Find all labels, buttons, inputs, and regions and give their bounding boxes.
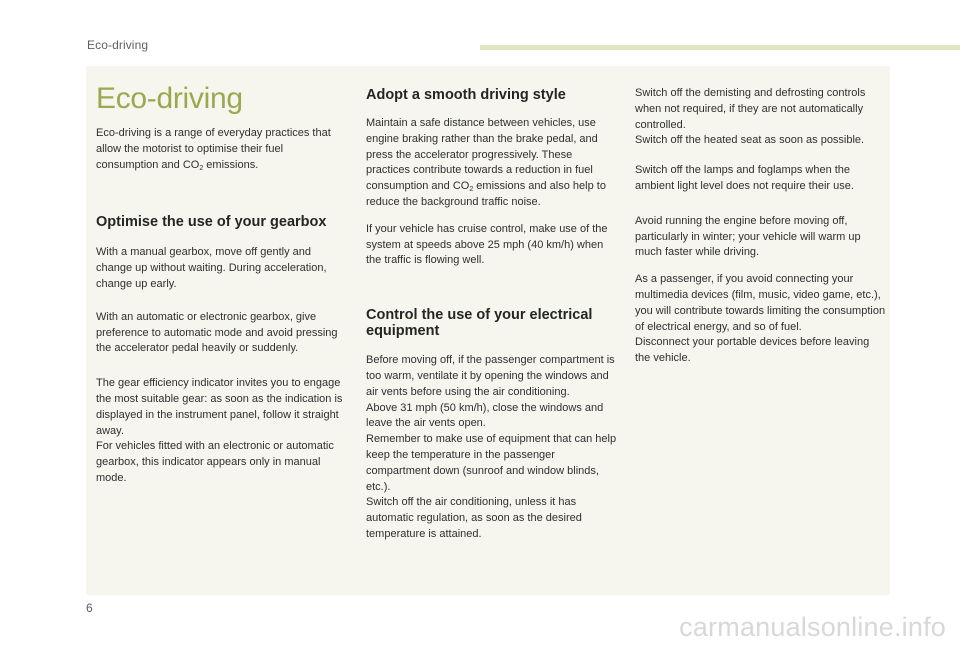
lamps-paragraph: Switch off the lamps and foglamps when the ambient light level does not require their use.	[635, 164, 854, 192]
electrical-line-windows: Above 31 mph (50 km/h), close the windows and leave the air vents open.	[366, 401, 604, 430]
heated-seat-paragraph: Switch off the heated seat as soon as possible.	[635, 134, 865, 147]
smooth-driving-paragraph: Maintain a safe distance between vehicles, use engine braking rather than the brake pedal, and press the accelerator progressively. These practices contribute towards a reduction in fuel consumption and $CO_2$ emissions and also help to reduce the background traffic noise.	[366, 117, 606, 208]
portable-devices-paragraph: Disconnect your portable devices before leaving the vehicle.	[635, 336, 870, 365]
electrical-line-air-conditioning: Switch off the air conditioning, unless it has automatic regulation, as soon as the desired temperature is attained.	[366, 496, 582, 540]
page-number: 6	[86, 601, 93, 615]
gearbox-paragraph-automatic: With an automatic or electronic gearbox, give preference to automatic mode and avoid pressing the accelerator pedal heavily or suddenly.	[96, 310, 338, 355]
intro-paragraph: Eco-driving is a range of everyday practices that allow the motorist to optimise their fuel consumption and $CO_2$ emissions.	[96, 127, 331, 172]
cruise-control-paragraph: If your vehicle has cruise control, make use of the system at speeds above 25 mph (40 km/h) when the traffic is flowing well.	[366, 222, 608, 267]
column-2	[366, 82, 618, 543]
gearbox-paragraph-indicator: The gear efficiency indicator invites you to engage the most suitable gear: as soon as the indication is displayed in the instrument panel, follow it straight away.	[96, 377, 343, 437]
demisting-paragraph: Switch off the demisting and defrosting controls when not required, if they are not automatically controlled.	[635, 87, 866, 131]
multimedia-paragraph: As a passenger, if you avoid connecting your multimedia devices (film, music, video game, etc.), you will contribute towards limiting the consumption of electrical energy, and so of fuel.	[635, 273, 886, 333]
electrical-line-equipment: Remember to make use of equipment that can help keep the temperature in the passenger compartment down (sunroof and window blinds, etc.).	[366, 433, 617, 493]
watermark: carmanualsonline.info	[679, 612, 946, 642]
gearbox-paragraph-manual-mode: For vehicles fitted with an electronic or automatic gearbox, this indicator appears only in manual mode.	[96, 440, 334, 484]
header-rule	[480, 45, 960, 50]
gearbox-heading: Optimise the use of your gearbox	[96, 214, 327, 231]
column-3	[635, 82, 887, 367]
page-title: Eco-driving	[96, 82, 243, 115]
column-1	[96, 82, 348, 487]
gearbox-paragraph-manual: With a manual gearbox, move off gently and change up without waiting. During acceleration, change up early.	[96, 246, 327, 290]
electrical-line-ventilate: Before moving off, if the passenger compartment is too warm, ventilate it by opening the windows and air vents before using the air conditioning.	[366, 354, 615, 398]
smooth-driving-heading: Adopt a smooth driving style	[366, 87, 566, 103]
electrical-heading: Control the use of your electrical equipment	[366, 307, 593, 340]
engine-warmup-paragraph: Avoid running the engine before moving off, particularly in winter; your vehicle will warm up much faster while driving.	[635, 214, 861, 259]
running-header: Eco-driving	[87, 38, 149, 52]
